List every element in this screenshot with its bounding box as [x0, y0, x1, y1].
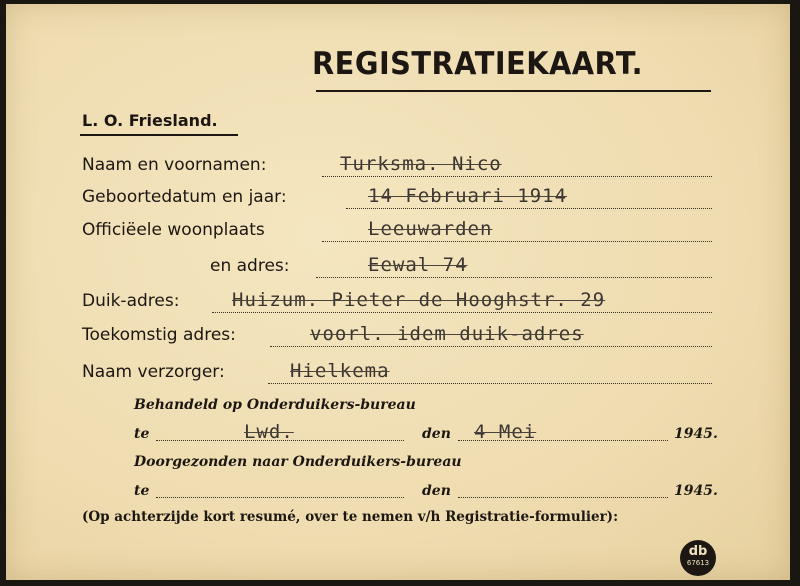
treated-date-value: 4 Mei: [474, 421, 537, 443]
back-side-note: (Op achterzijde kort resumé, over te nemen v/h Registratie-formulier):: [82, 509, 619, 525]
residence-value: Leeuwarden: [368, 218, 493, 240]
hiding-address-value: Huizum. Pieter de Hooghstr. 29: [232, 289, 606, 311]
name-line: [322, 176, 712, 177]
forwarded-date-line: [458, 497, 668, 498]
forwarded-heading: Doorgezonden naar Onderduikers-bureau: [134, 454, 462, 470]
organization-label: L. O. Friesland.: [82, 111, 218, 130]
stamp-text-main: db: [688, 544, 708, 559]
name-label: Naam en voornamen:: [82, 155, 267, 175]
caretaker-label: Naam verzorger:: [82, 362, 225, 382]
treated-te-label: te: [134, 426, 150, 442]
printer-stamp-logo: [680, 540, 716, 576]
organization-underline: [80, 134, 238, 136]
title-underline: [316, 90, 711, 92]
treated-den-label: den: [422, 426, 451, 442]
future-address-line: [270, 346, 712, 347]
treated-place-value: Lwd.: [244, 421, 294, 443]
birthdate-line: [346, 208, 712, 209]
address-label: en adres:: [210, 256, 290, 276]
name-value: Turksma. Nico: [340, 153, 502, 175]
address-line: [316, 277, 712, 278]
hiding-address-label: Duik-adres:: [82, 291, 180, 311]
card-title: REGISTRATIEKAART.: [312, 46, 644, 82]
birthdate-label: Geboortedatum en jaar:: [82, 187, 287, 207]
hiding-address-line: [212, 312, 712, 313]
caretaker-value: Hielkema: [290, 360, 390, 382]
forwarded-year: 1945.: [674, 483, 718, 499]
caretaker-line: [268, 383, 712, 384]
forwarded-den-label: den: [422, 483, 451, 499]
residence-label: Officiëele woonplaats: [82, 220, 265, 240]
address-value: Eewal 74: [368, 254, 468, 276]
birthdate-value: 14 Februari 1914: [368, 185, 568, 207]
forwarded-place-line: [156, 497, 404, 498]
forwarded-te-label: te: [134, 483, 150, 499]
future-address-label: Toekomstig adres:: [82, 325, 236, 345]
future-address-value: voorl. idem duik-adres: [310, 323, 584, 345]
stamp-text-number: 67613: [686, 559, 710, 567]
treated-year: 1945.: [674, 426, 718, 442]
treated-heading: Behandeld op Onderduikers-bureau: [134, 397, 416, 413]
residence-line: [322, 241, 712, 242]
